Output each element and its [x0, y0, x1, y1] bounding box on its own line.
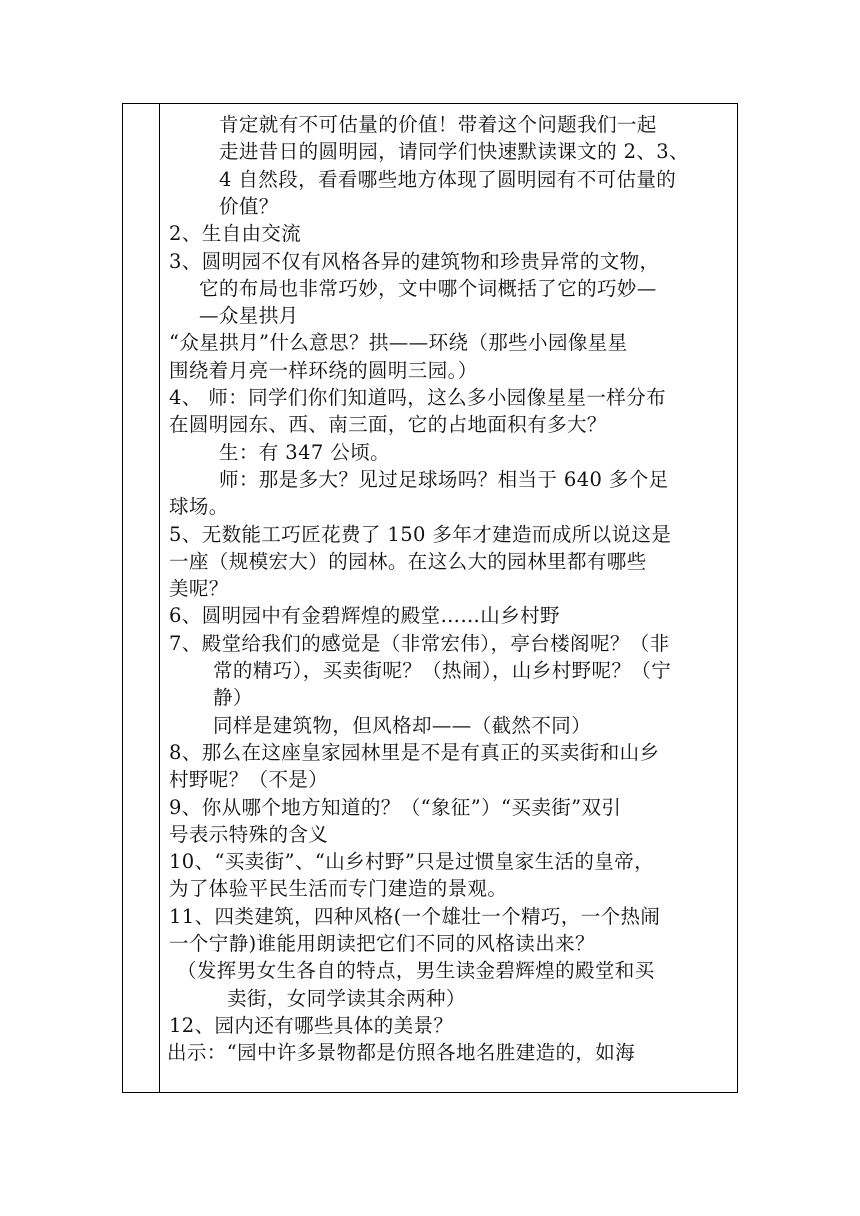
text-line: “众星拱月”什么意思？拱——环绕（那些小园像星星: [169, 331, 628, 355]
text-line: 同样是建筑物，但风格却——（截然不同）: [213, 713, 592, 737]
text-line: 11、四类建筑，四种风格(一个雄壮一个精巧，一个热闹: [169, 904, 661, 928]
text-line: 为了体验平民生活而专门建造的景观。: [169, 877, 508, 901]
text-line: 走进昔日的圆明园，请同学们快速默读课文的 2、3、: [219, 140, 690, 164]
text-line: 12、园内还有哪些具体的美景？: [169, 1013, 454, 1037]
text-line: 6、圆明园中有金碧辉煌的殿堂……山乡村野: [169, 604, 560, 628]
text-line: 围绕着月亮一样环绕的圆明三园。）: [169, 358, 478, 382]
text-line: 在圆明园东、西、南三面，它的占地面积有多大？: [169, 413, 607, 437]
text-line: 7、殿堂给我们的感觉是（非常宏伟），亭台楼阁呢？（非: [169, 631, 670, 655]
text-line: 静）: [213, 686, 253, 710]
text-line: 卖街，女同学读其余两种）: [227, 986, 466, 1010]
text-line: 3、圆明园不仅有风格各异的建筑物和珍贵异常的文物，: [169, 249, 660, 273]
text-line: 美呢？: [169, 577, 229, 601]
text-line: 生：有 347 公顷。: [219, 440, 391, 464]
text-line: 4、 师：同学们你们知道吗，这么多小园像星星一样分布: [169, 386, 667, 409]
text-line: 9、你从哪个地方知道的？（“象征”）“买卖街”双引: [169, 795, 622, 819]
text-line: 10、“买卖街”、“山乡村野”只是过惯皇家生活的皇帝，: [169, 850, 654, 874]
text-line: 4 自然段，看看哪些地方体现了圆明园有不可估量的: [219, 167, 677, 191]
text-line: 它的布局也非常巧妙，文中哪个词概括了它的巧妙—: [199, 276, 657, 300]
text-line: 5、无数能工巧匠花费了 150 多年才建造而成所以说这是: [169, 522, 672, 546]
text-line: （发挥男女生各自的特点，男生读金碧辉煌的殿堂和买: [177, 959, 655, 983]
text-line: 球场。: [169, 495, 229, 519]
text-line: 2、生自由交流: [169, 222, 302, 246]
text-line: 8、那么在这座皇家园林里是不是有真正的买卖街和山乡: [169, 740, 660, 764]
text-line: 一座（规模宏大）的园林。在这么大的园林里都有哪些: [169, 549, 647, 573]
text-line: 常的精巧），买卖街呢？（热闹），山乡村野呢？（宁: [213, 659, 672, 682]
text-line: 价值？: [219, 194, 279, 218]
text-line: 出示：“园中许多景物都是仿照各地名胜建造的，如海: [167, 1041, 636, 1065]
lesson-table: [122, 103, 738, 1093]
text-line: 一个宁静)谁能用朗读把它们不同的风格读出来？: [169, 932, 595, 955]
text-line: 肯定就有不可估量的价值！带着这个问题我们一起: [219, 113, 657, 136]
text-line: 村野呢？（不是）: [169, 768, 329, 792]
text-line: 号表示特殊的含义: [169, 822, 329, 846]
text-line: —众星拱月: [199, 304, 299, 328]
text-line: 师：那是多大？见过足球场吗？相当于 640 多个足: [219, 467, 669, 491]
left-column-cell: [123, 104, 160, 1092]
